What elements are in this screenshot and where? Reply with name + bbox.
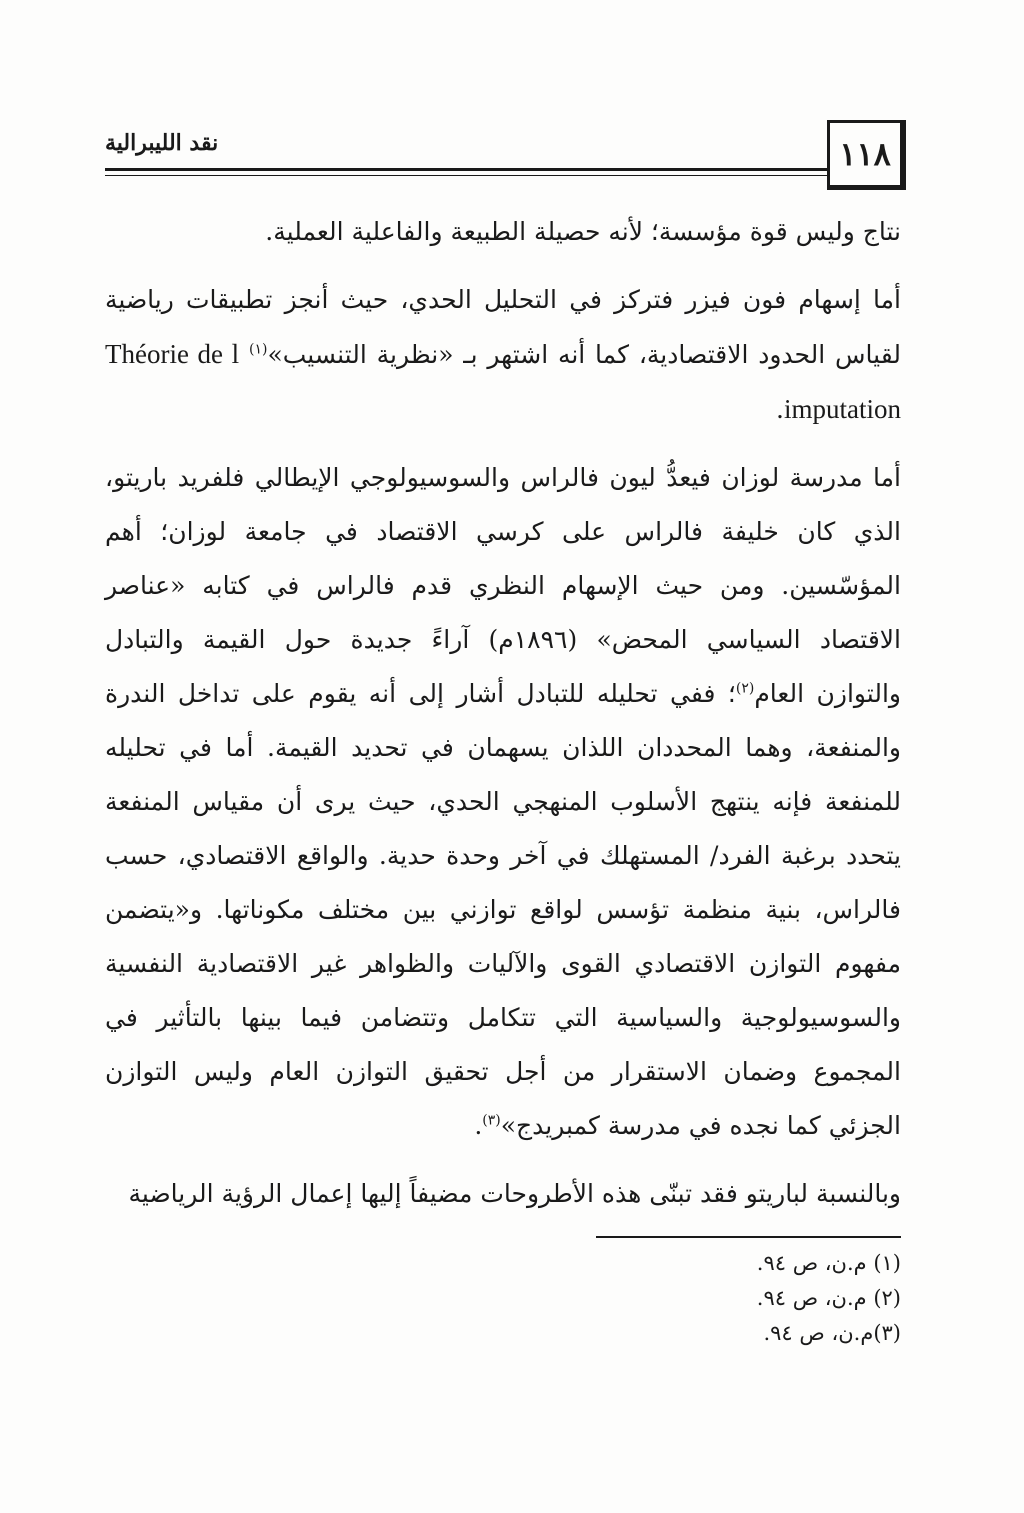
- paragraph-3-text-a: أما مدرسة لوزان فيعدُّ ليون فالراس والسوسيولوجي الإيطالي فلفريد باريتو، الذي كان خليفة فالراس على كرسي الاقتصاد في جامعة لوزان؛ أهم المؤسّسين. ومن حيث الإسهام النظري قدم فالراس في كتابه «عناصر الاقتصاد السياسي المحض» (١٨٩٦م) آراءً جديدة حول القيمة والتبادل والتوازن العام: [105, 463, 901, 708]
- paragraph-2-end: .: [776, 395, 784, 424]
- paragraph-3: [105, 451, 901, 1153]
- footnote-ref-3: (٣): [482, 1112, 501, 1129]
- latin-term: Théorie de l imputation: [105, 339, 901, 424]
- page-header: [105, 120, 905, 200]
- paragraph-1-text: نتاج وليس قوة مؤسسة؛ لأنه حصيلة الطبيعة والفاعلية العملية.: [265, 217, 901, 246]
- footnote-separator: [596, 1236, 901, 1238]
- paragraph-4: [105, 1167, 901, 1221]
- footnote-1: (١) م.ن، ص ٩٤.: [756, 1251, 901, 1275]
- paragraph-3-end: .: [474, 1111, 483, 1140]
- page-number: ١١٨: [827, 120, 906, 190]
- footnotes: [596, 1246, 901, 1351]
- footnote-ref-2: (٢): [735, 680, 755, 697]
- body-text: [105, 205, 901, 1221]
- paragraph-3-text-b: ؛ ففي تحليله للتبادل أشار إلى أنه يقوم على تداخل الندرة والمنفعة، وهما المحددان اللذان يسهمان في تحديد القيمة. أما في تحليله للمنفعة فإنه ينتهج الأسلوب المنهجي الحدي، حيث يرى أن مقياس المنفعة يتحدد برغبة الفرد/ المستهلك في آخر وحدة حدية. والواقع الاقتصادي، حسب فالراس، بنية منظمة تؤسس لواقع توازني بين مختلف مكوناتها. و«يتضمن مفهوم التوازن الاقتصادي القوى والآليات والظواهر غير الاقتصادية النفسية والسوسيولوجية والسياسية التي تتكامل وتتضامن فيما بينها بالتأثير في المجموع وضمان الاستقرار من أجل تحقيق التوازن العام وليس التوازن الجزئي كما نجده في مدرسة كمبريدج»: [105, 679, 901, 1140]
- footnote-2: (٢) م.ن، ص ٩٤.: [756, 1286, 901, 1310]
- footnote-ref-1: (١): [248, 341, 268, 358]
- paragraph-1: [105, 205, 901, 259]
- paragraph-2-text: أما إسهام فون فيزر فتركز في التحليل الحدي، حيث أنجز تطبيقات رياضية لقياس الحدود الاقتصادية، كما أنه اشتهر بـ «نظرية التنسيب»: [105, 285, 901, 369]
- paragraph-2: [105, 273, 901, 437]
- paragraph-4-text: وبالنسبة لباريتو فقد تبنّى هذه الأطروحات مضيفاً إليها إعمال الرؤية الرياضية: [128, 1179, 901, 1208]
- header-rule-thin: [105, 175, 829, 176]
- header-rule-thick: [105, 168, 829, 171]
- running-title: نقد الليبرالية: [105, 130, 219, 156]
- footnote-3: (٣)م.ن، ص ٩٤.: [763, 1321, 901, 1345]
